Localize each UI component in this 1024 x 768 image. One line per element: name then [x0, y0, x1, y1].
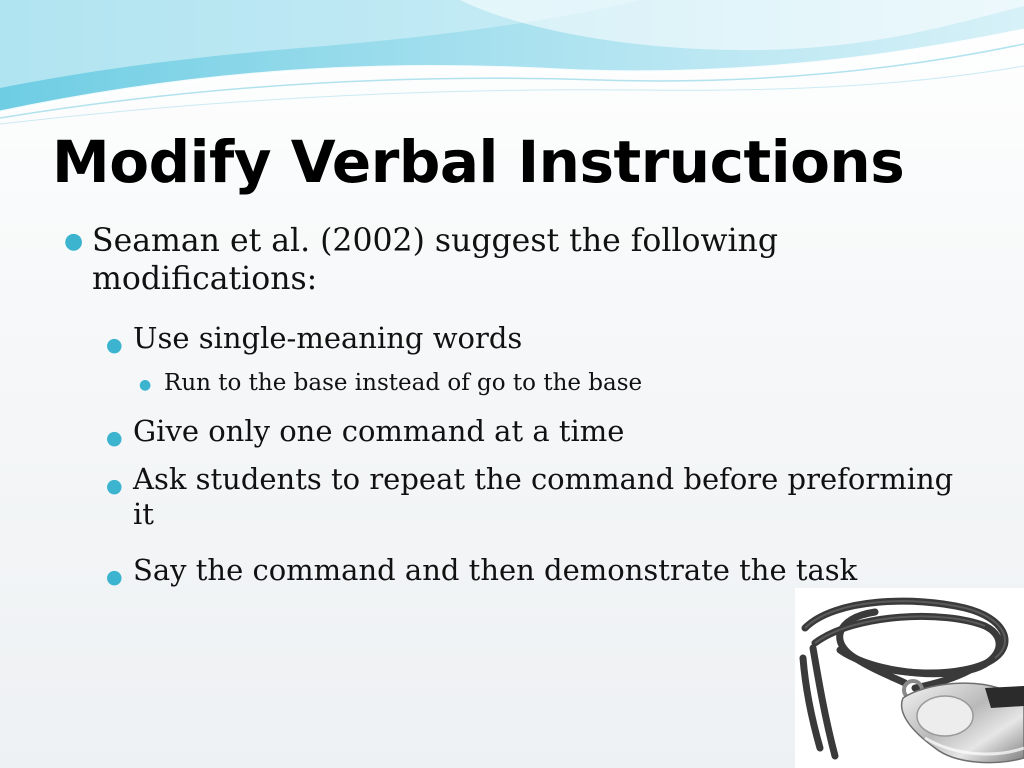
header-wave-decoration	[0, 0, 1024, 130]
bullet-dot-icon: ●	[139, 377, 152, 393]
bullet-repeat: Ask students to repeat the command before preforming it	[133, 462, 954, 531]
bullet-single-meaning: Use single-meaning words	[133, 321, 523, 355]
bullet-dot-icon: ●	[106, 475, 123, 497]
bullet-main: Seaman et al. (2002) suggest the following modifications:	[92, 223, 778, 297]
bullet-dot-icon: ●	[106, 566, 123, 588]
bullet-run-example: Run to the base instead of go to the base	[164, 370, 643, 396]
bullet-dot-icon: ●	[64, 229, 84, 254]
bullet-dot-icon: ●	[106, 334, 123, 356]
whistle-icon	[795, 588, 1024, 768]
bullet-one-command: Give only one command at a time	[133, 414, 625, 448]
slide-title: Modify Verbal Instructions	[52, 128, 905, 196]
bullet-dot-icon: ●	[106, 427, 123, 449]
bullet-demonstrate: Say the command and then demonstrate the task	[133, 553, 858, 587]
